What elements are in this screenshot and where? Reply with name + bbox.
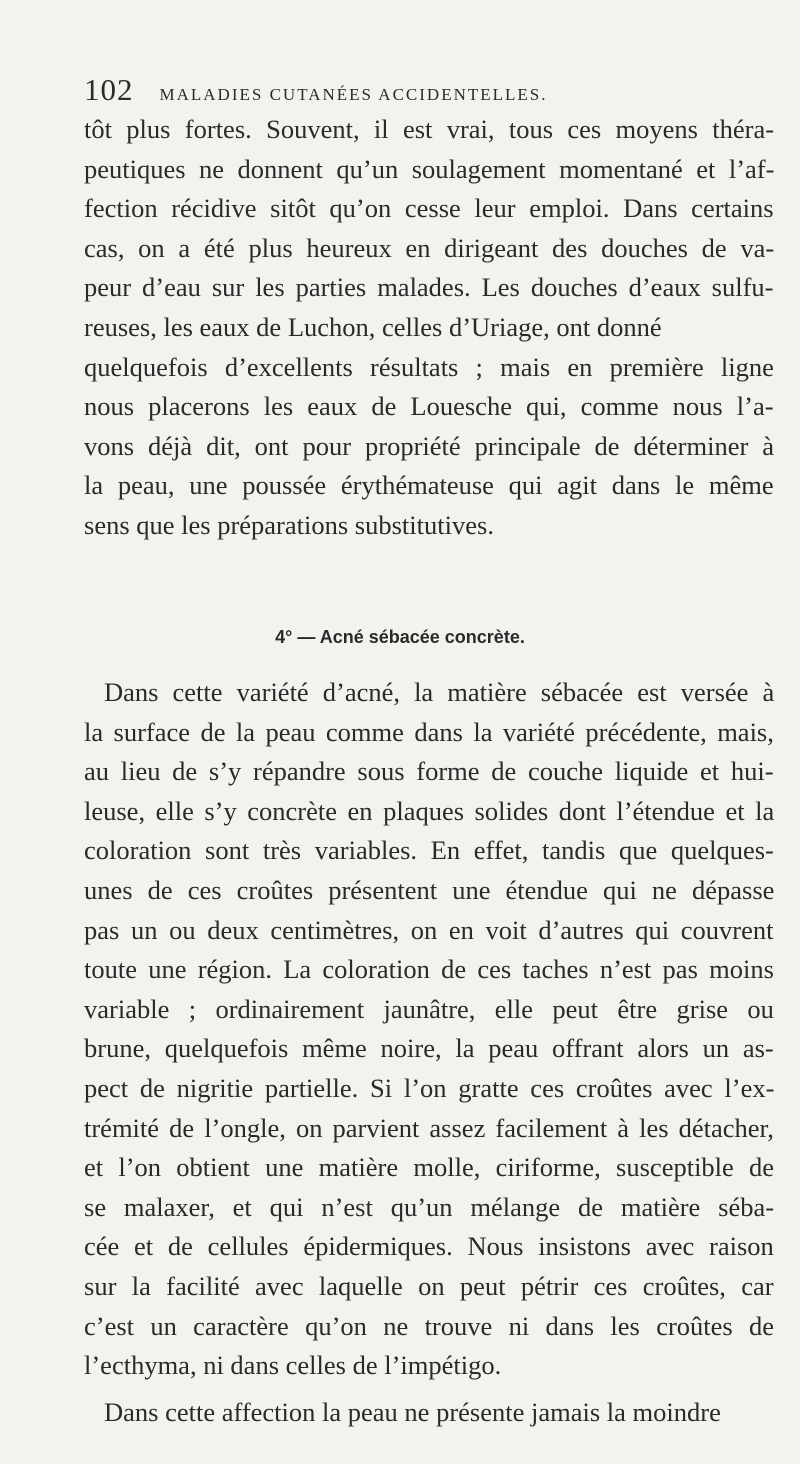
text-line: quelquefois d’excellents résultats ; mais en première ligne [84,351,774,382]
text-line: variable ; ordinairement jaunâtre, elle peut être grise ou [84,993,774,1024]
text-line: nous placerons les eaux de Louesche qui, comme nous l’a- [84,391,774,422]
text-line: toute une région. La coloration de ces taches n’est pas moins [84,954,774,985]
text-line: coloration sont très variables. En effet, tandis que quelques- [84,835,774,866]
text-line: Dans cette affection la peau ne présente jamais la moindre [104,1397,721,1427]
paragraph-1 [84,110,774,546]
text-line: vons déjà dit, ont pour propriété principale de déterminer à [84,430,775,461]
text-line: et l’on obtient une matière molle, ciriforme, susceptible de [84,1152,775,1183]
text-line: Dans cette variété d’acné, la matière sébacée est versée à [104,677,775,707]
text-line: la peau, une poussée érythémateuse qui agit dans le même [84,470,774,501]
text-line: sens que les préparations substitutives. [84,509,494,540]
text-line: cas, on a été plus heureux en dirigeant des douches de va- [84,232,775,263]
text-line: l’ecthyma, ni dans celles de l’impétigo. [84,1350,502,1381]
text-line: pas un ou deux centimètres, on en voit d’autres qui couvrent [84,914,774,945]
text-line: trémité de l’ongle, on parvient assez facilement à les détacher, [84,1112,774,1143]
page-number: 102 [84,72,134,107]
text-line: peutiques ne donnent qu’un soulagement momentané et l’af- [84,153,775,184]
text-line: reuses, les eaux de Luchon, celles d’Uriage, ont donné [84,311,662,342]
text-line: tôt plus fortes. Souvent, il est vrai, tous ces moyens théra- [84,114,775,144]
text-line: la surface de la peau comme dans la variété précédente, mais, [84,716,774,747]
text-line: fection récidive sitôt qu’on cesse leur emploi. Dans certains [84,193,774,224]
paragraph-3 [84,1393,774,1433]
text-line: peur d’eau sur les parties malades. Les douches d’eaux sulfu- [84,272,774,303]
page-header [84,72,754,108]
text-line: c’est un caractère qu’on ne trouve ni dans les croûtes de [84,1310,775,1341]
running-head: MALADIES CUTANÉES ACCIDENTELLES. [159,85,548,104]
text-line: au lieu de s’y répandre sous forme de couche liquide et hui- [84,756,774,787]
text-line: brune, quelquefois même noire, la peau offrant alors un as- [84,1033,774,1064]
paragraph-2 [84,673,774,1386]
text-line: sur la facilité avec laquelle on peut pétrir ces croûtes, car [84,1270,774,1301]
text-line: se malaxer, et qui n’est qu’un mélange de matière séba- [84,1191,775,1222]
text-line: pect de nigritie partielle. Si l’on gratte ces croûtes avec l’ex- [84,1072,775,1103]
text-line: unes de ces croûtes présentent une étendue qui ne dépasse [84,874,775,905]
text-line: cée et de cellules épidermiques. Nous insistons avec raison [84,1231,774,1262]
section-title: 4° — Acné sébacée concrète. [275,627,525,647]
text-line: leuse, elle s’y concrète en plaques solides dont l’étendue et la [84,795,775,826]
